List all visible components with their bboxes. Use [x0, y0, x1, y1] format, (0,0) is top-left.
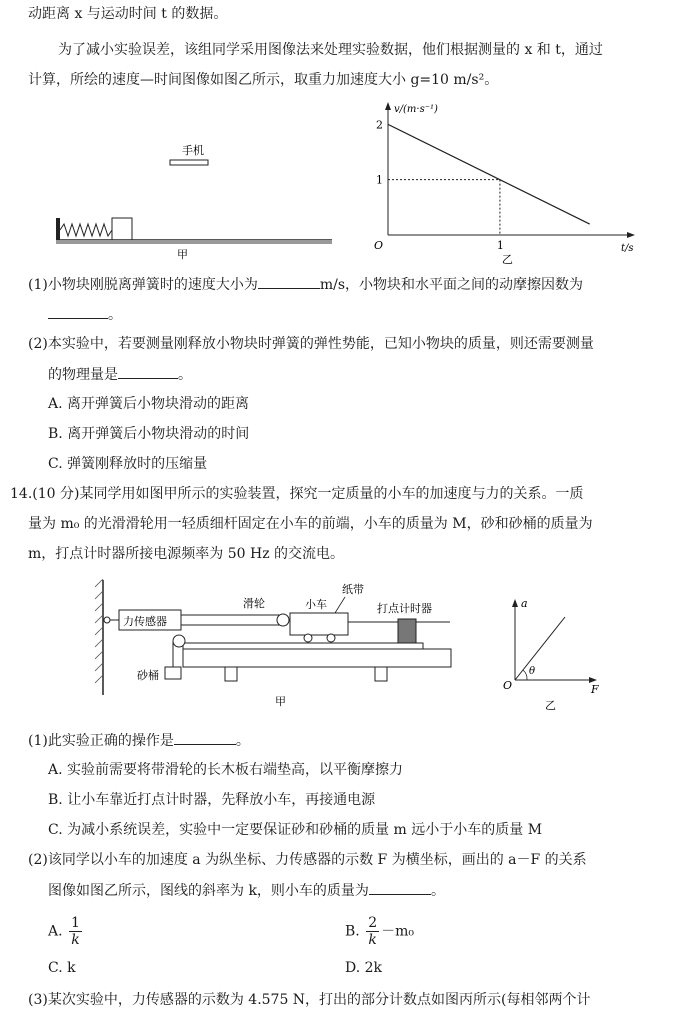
cart-label: 小车 — [305, 598, 327, 611]
q14-part1-line — [28, 730, 250, 751]
y-axis-arrow — [385, 102, 391, 110]
q13-option-b: B. 离开弹簧后小物块滑动的时间 — [48, 426, 250, 442]
y-tick-label: 1 — [376, 173, 383, 187]
fraction-numerator: 2 — [368, 915, 378, 931]
q13-part1-text-b: m/s，小物块和水平面之间的动摩擦因数为 — [319, 277, 584, 293]
answer-blank[interactable] — [369, 880, 431, 895]
acceleration-force-graph — [495, 595, 605, 715]
data-point — [388, 124, 389, 125]
fig2-caption-right: 乙 — [545, 699, 556, 712]
q14-part2-text-c: 。 — [430, 883, 445, 899]
fraction-numerator: 1 — [71, 915, 80, 931]
q13-option-c: C. 弹簧刚释放时的压缩量 — [48, 456, 208, 472]
q13-part2-line: (2)本实验中，若要测量刚释放小物块时弹簧的弹性势能，已知小物块的质量，则还需要测量 — [28, 336, 594, 352]
cart-body — [290, 613, 348, 635]
fig2-caption-left: 甲 — [275, 695, 286, 708]
a-axis-label: a — [521, 597, 528, 610]
table-leg-right — [375, 667, 387, 681]
q13-part1-text-a: (1)小物块刚脱离弹簧时的速度大小为 — [28, 277, 258, 293]
q14-option-b: B. 让小车靠近打点计时器，先释放小车，再接通电源 — [48, 792, 376, 808]
q14-part2-option-a — [48, 915, 84, 948]
option-b-fraction — [366, 915, 379, 948]
intro-line-2: 为了减小实验误差，该组同学采用图像法来处理实验数据，他们根据测量的 x 和 t，通过 — [58, 42, 603, 58]
spring-apparatus-figure — [52, 140, 342, 260]
velocity-time-chart — [370, 100, 640, 265]
wall — [56, 218, 60, 240]
sand-bucket-icon — [165, 667, 181, 679]
pulley-label: 滑轮 — [243, 597, 265, 610]
answer-blank[interactable] — [174, 730, 236, 745]
answer-blank[interactable] — [258, 274, 320, 289]
q14-part2-cont — [48, 880, 445, 901]
cart-wheel-right — [327, 634, 335, 642]
option-b-rest: －m₀ — [381, 923, 415, 940]
x-axis-arrow — [627, 232, 635, 238]
q14-part2-option-c: C. k — [48, 960, 76, 976]
cart-wheel-left — [304, 634, 312, 642]
option-a-fraction — [69, 915, 82, 948]
hinge — [104, 617, 110, 623]
table-leg-left — [225, 667, 237, 681]
option-a-label: A. — [48, 923, 63, 940]
force-sensor-label: 力传感器 — [123, 615, 167, 628]
q14-part2-line: (2)该同学以小车的加速度 a 为纵坐标、力传感器的示数 F 为横坐标，画出的 a－F 的关系 — [28, 852, 587, 868]
ground-hatch — [56, 240, 332, 244]
q14-part3-line: (3)某次实验中，力传感器的示数为 4.575 N，打出的部分计数点如图丙所示(每相邻两个计 — [28, 992, 591, 1008]
q13-part1-cont — [48, 304, 122, 325]
q13-part2-cont — [48, 364, 192, 385]
wall-hatch — [95, 579, 103, 683]
phone-icon — [170, 160, 208, 165]
q14-line-2: 量为 m₀ 的光滑滑轮用一轻质细杆固定在小车的前端，小车的质量为 M，砂和砂桶的质量为 — [28, 516, 593, 532]
data-point — [589, 223, 590, 224]
spring-icon — [60, 224, 112, 236]
fig1-caption-left: 甲 — [177, 248, 188, 260]
long-board — [183, 643, 423, 649]
F-axis-label: F — [591, 683, 599, 696]
q14-part2-option-d: D. 2k — [345, 960, 383, 976]
timer-label: 打点计时器 — [377, 602, 432, 615]
q13-option-a: A. 离开弹簧后小物块滑动的距离 — [48, 396, 250, 412]
a-F-line — [515, 617, 565, 680]
tape-pointer — [335, 597, 345, 613]
bucket-label: 砂桶 — [137, 669, 159, 682]
intro-line-1: 动距离 x 与运动时间 t 的数据。 — [28, 6, 228, 22]
answer-blank[interactable] — [48, 304, 108, 319]
q13-part1-text-c: 。 — [108, 307, 122, 323]
series-line — [388, 124, 589, 224]
timer-box — [398, 619, 416, 643]
intro-line-3: 计算，所绘的速度—时间图像如图乙所示，取重力加速度大小 g=10 m/s²。 — [28, 72, 499, 88]
q14-part1-text-a: (1)此实验正确的操作是 — [28, 733, 174, 749]
y-tick-label: 2 — [376, 118, 383, 132]
block — [112, 218, 132, 240]
q14-part2-text-b: 图像如图乙所示，图线的斜率为 k，则小车的质量为 — [48, 883, 369, 899]
a-axis-arrow — [512, 599, 518, 607]
fraction-denominator: k — [71, 932, 80, 948]
data-point — [499, 179, 500, 180]
q14-line-3: m，打点计时器所接电源频率为 50 Hz 的交流电。 — [28, 546, 345, 562]
q13-part2-text-c: 。 — [178, 367, 192, 383]
table-top — [183, 649, 451, 667]
q14-line-1: 14.(10 分)某同学用如图甲所示的实验装置，探究一定质量的小车的加速度与力的关系。一质 — [10, 486, 584, 502]
cart-pulley — [277, 614, 289, 626]
q14-option-c: C. 为减小系统误差，实验中一定要保证砂和砂桶的质量 m 远小于小车的质量 M — [48, 822, 543, 838]
fraction-denominator: k — [368, 932, 377, 948]
q14-part1-text-b: 。 — [235, 733, 250, 749]
theta-label: θ — [529, 666, 536, 677]
q14-part2-option-b — [345, 915, 414, 948]
q14-option-a: A. 实验前需要将带滑轮的长木板右端垫高，以平衡摩擦力 — [48, 762, 404, 778]
phone-label: 手机 — [182, 144, 204, 157]
table-pulley — [173, 635, 185, 647]
theta-arc — [523, 670, 527, 680]
origin-label: O — [374, 239, 384, 252]
option-b-label: B. — [345, 923, 360, 940]
cart-apparatus-figure — [95, 575, 465, 710]
fig1-caption-right: 乙 — [501, 253, 513, 265]
origin-label: O — [503, 679, 513, 692]
tape-label: 纸带 — [342, 583, 364, 596]
q13-part2-text-b: 的物理量是 — [48, 367, 118, 383]
x-tick-label: 1 — [496, 239, 504, 252]
answer-blank[interactable] — [118, 364, 178, 379]
x-axis-label: t/s — [621, 243, 634, 254]
y-axis-label: v/(m·s⁻¹) — [394, 104, 438, 115]
q13-part1-line — [28, 274, 583, 295]
